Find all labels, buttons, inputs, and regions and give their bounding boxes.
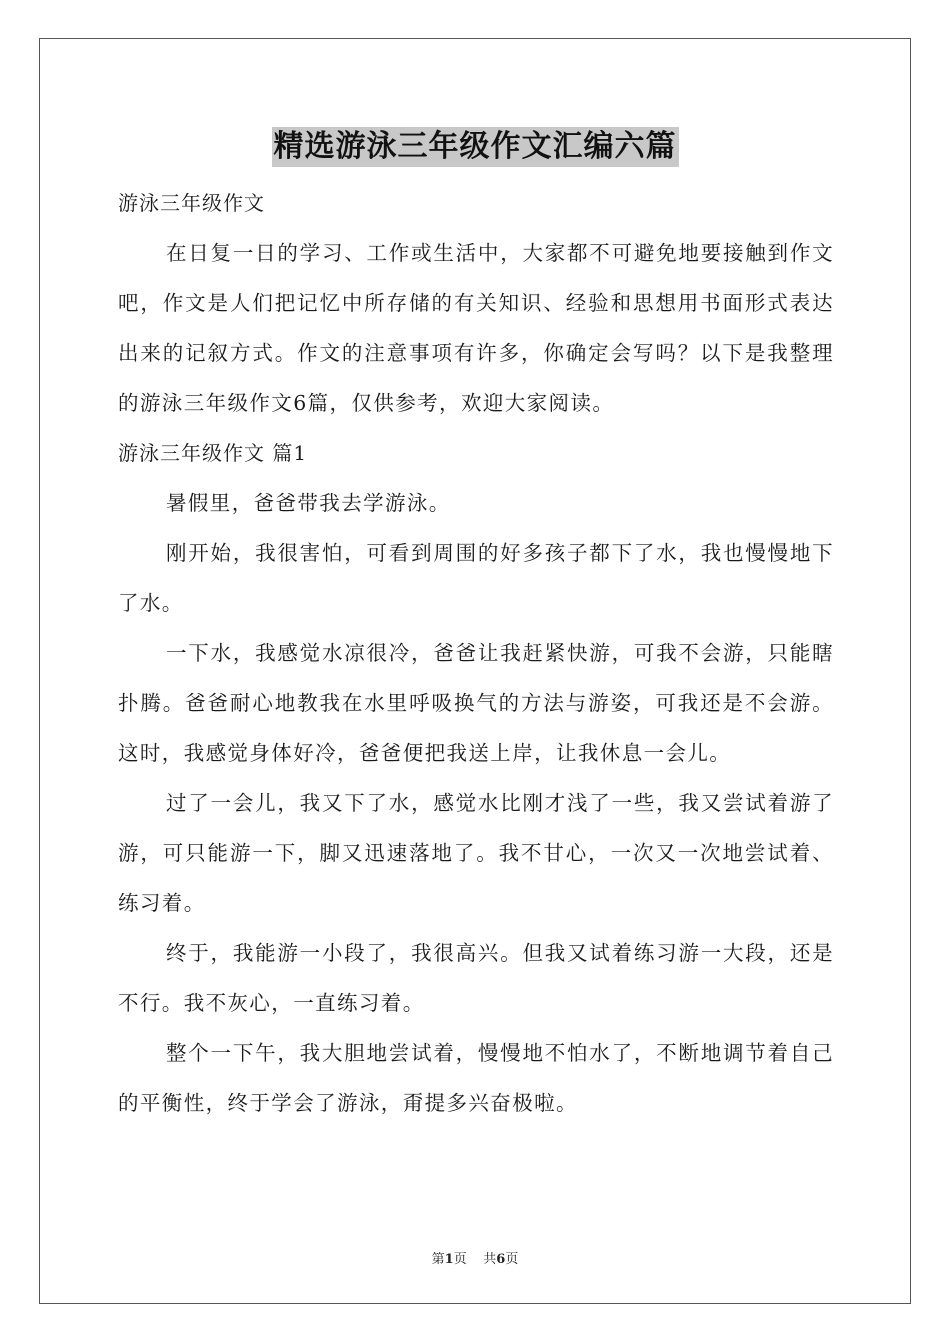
body-paragraph: 终于，我能游一小段了，我很高兴。但我又试着练习游一大段，还是不行。我不灰心，一直练习着。 xyxy=(118,941,834,1015)
page-total: 6 xyxy=(496,1252,506,1267)
body-paragraph: 暑假里，爸爸带我去学游泳。 xyxy=(166,491,451,515)
intro-paragraph: 在日复一日的学习、工作或生活中，大家都不可避免地要接触到作文吧，作文是人们把记忆中所存储的有关知识、经验和思想用书面形式表达出来的记叙方式。作文的注意事项有许多，你确定会写吗？以下是我整理的游泳三年级作文6篇，仅供参考，欢迎大家阅读。 xyxy=(118,241,834,415)
document-body xyxy=(118,178,834,1128)
body-paragraph: 一下水，我感觉水凉很冷，爸爸让我赶紧快游，可我不会游，只能瞎扑腾。爸爸耐心地教我在水里呼吸换气的方法与游姿，可我还是不会游。这时，我感觉身体好冷，爸爸便把我送上岸，让我休息一会儿。 xyxy=(118,641,834,765)
body-paragraph: 过了一会儿，我又下了水，感觉水比刚才浅了一些，我又尝试着游了游，可只能游一下，脚又迅速落地了。我不甘心，一次又一次地尝试着、练习着。 xyxy=(118,791,834,915)
page-total-prefix: 共 xyxy=(483,1252,497,1267)
title-container xyxy=(0,127,950,167)
section-heading: 游泳三年级作文 篇1 xyxy=(118,441,308,465)
intro-heading: 游泳三年级作文 xyxy=(118,191,265,215)
page-number-prefix: 第 xyxy=(431,1252,445,1267)
page-number-current: 1 xyxy=(444,1252,454,1267)
page-footer xyxy=(0,1248,950,1267)
page-total-suffix: 页 xyxy=(505,1252,519,1267)
page-number-suffix: 页 xyxy=(453,1252,467,1267)
body-paragraph: 整个一下午，我大胆地尝试着，慢慢地不怕水了，不断地调节着自己的平衡性，终于学会了游泳，甭提多兴奋极啦。 xyxy=(118,1041,834,1115)
document-title: 精选游泳三年级作文汇编六篇 xyxy=(272,127,679,167)
body-paragraph: 刚开始，我很害怕，可看到周围的好多孩子都下了水，我也慢慢地下了水。 xyxy=(118,541,834,615)
